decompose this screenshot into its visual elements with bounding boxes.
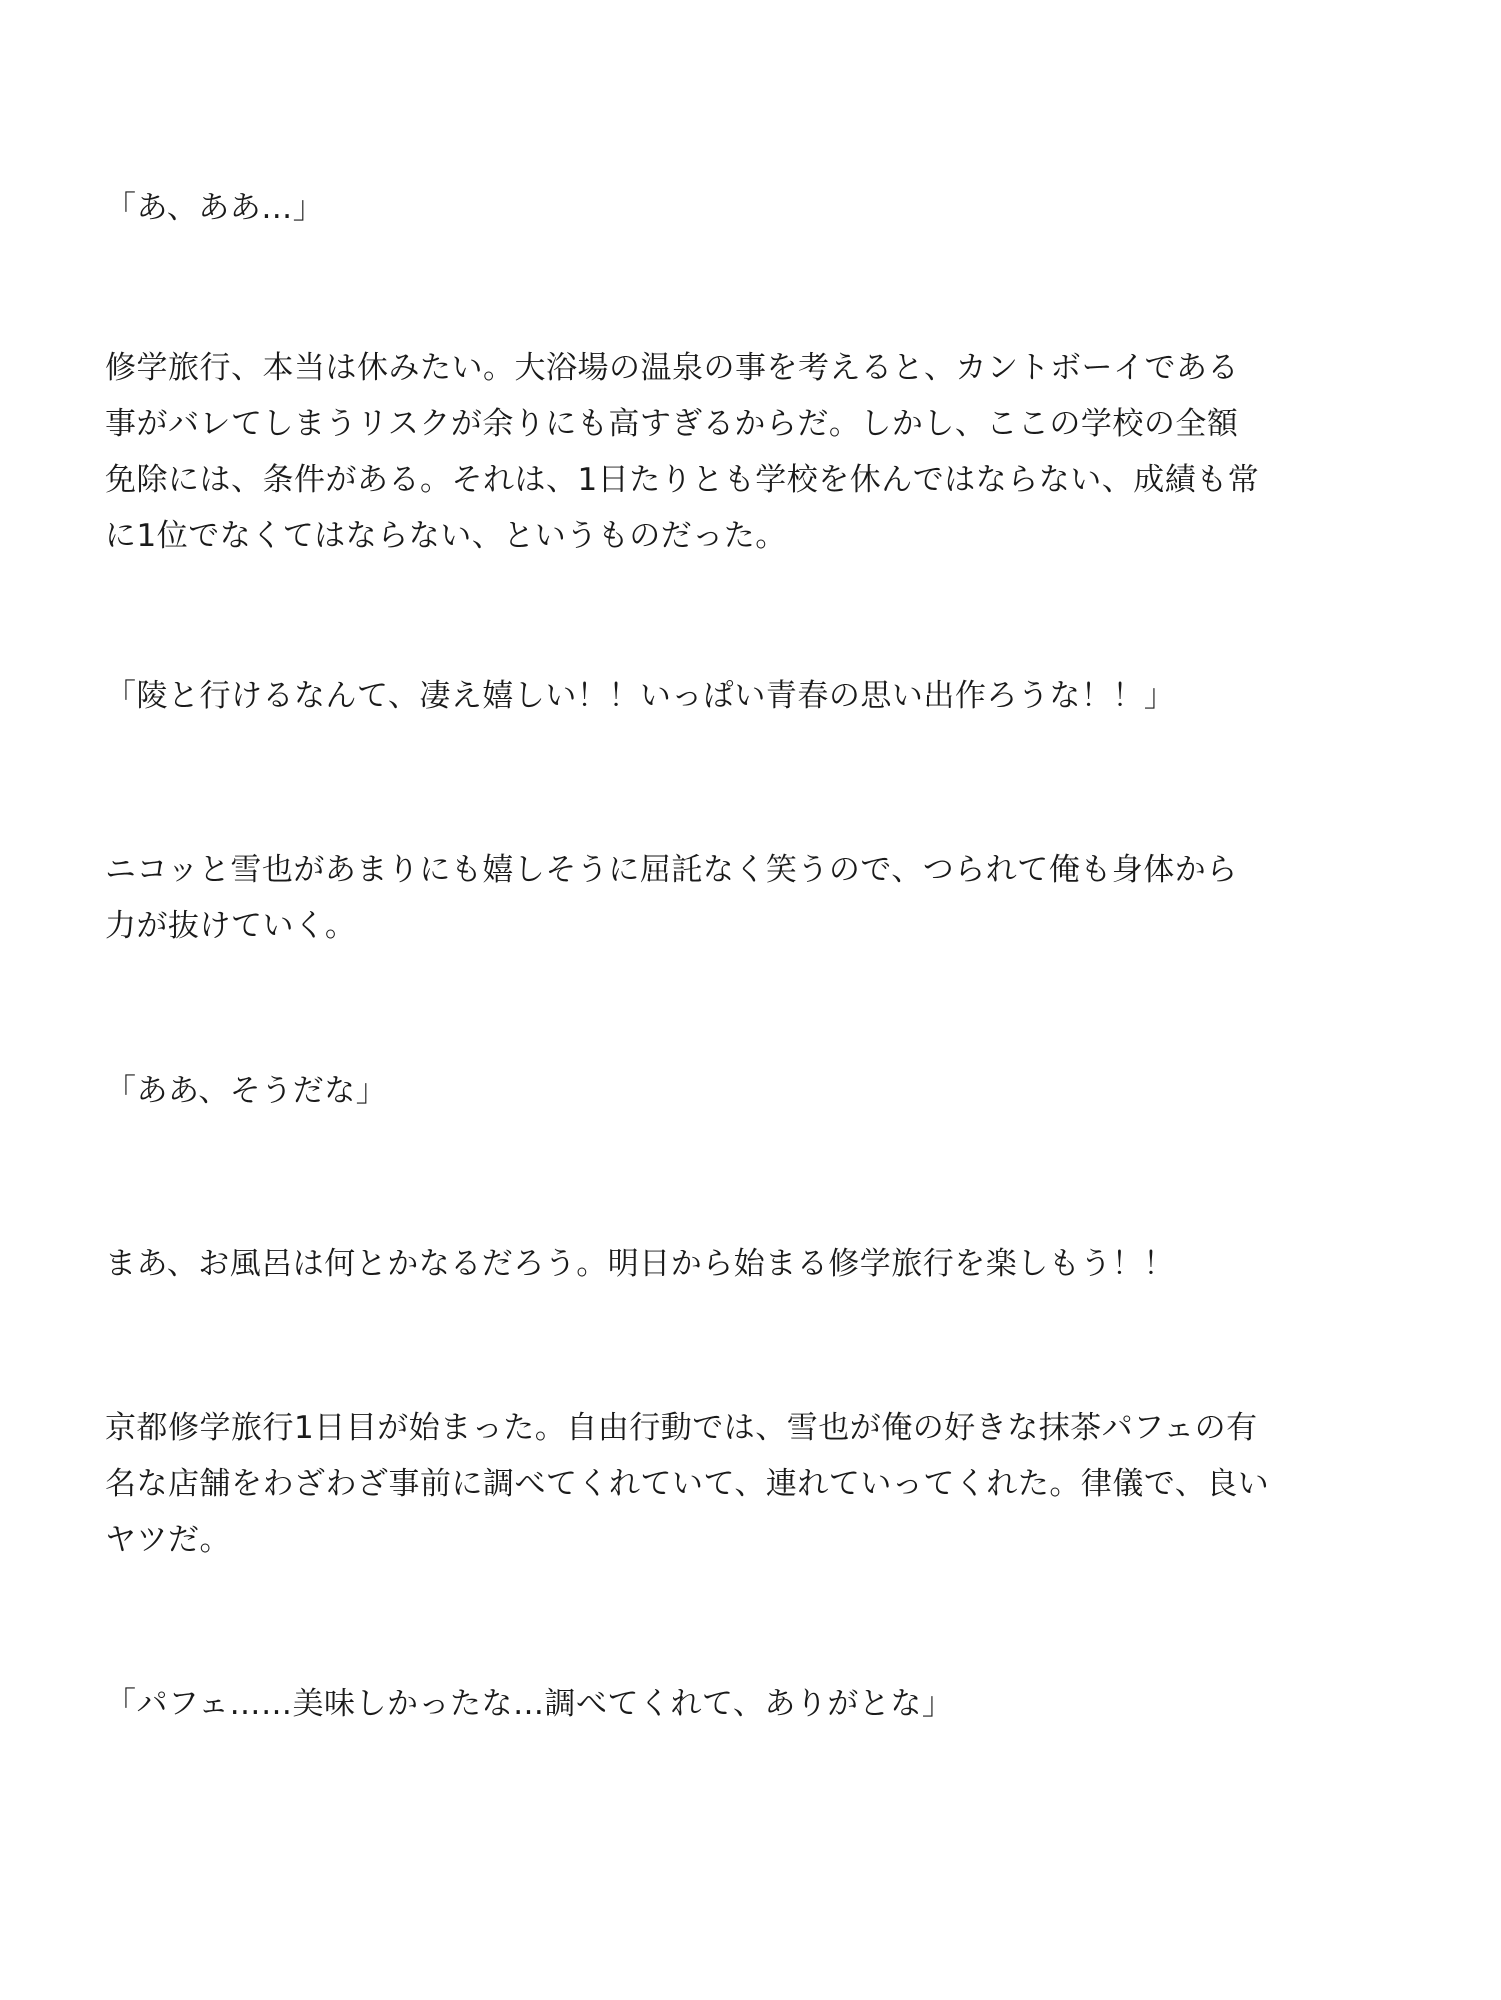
paragraph-7 [105, 1400, 1405, 1568]
paragraph-6 [105, 1236, 1405, 1292]
text-line: に1位でなくてはならない、というものだった。 [105, 518, 787, 554]
text-line: ヤツだ。 [105, 1522, 231, 1558]
text-line: 「あ、ああ…」 [105, 190, 325, 226]
paragraph-3 [105, 668, 1405, 724]
text-line: 事がバレてしまうリスクが余りにも高すぎるからだ。しかし、ここの学校の全額 [105, 406, 1239, 442]
text-line: 名な店舗をわざわざ事前に調べてくれていて、連れていってくれた。律儀で、良い [105, 1466, 1270, 1502]
paragraph-5 [105, 1063, 1405, 1119]
text-line: 修学旅行、本当は休みたい。大浴場の温泉の事を考えると、カントボーイである [105, 350, 1239, 386]
text-line: まあ、お風呂は何とかなるだろう。明日から始まる修学旅行を楽しもう！！ [105, 1246, 1175, 1282]
paragraph-2 [105, 340, 1405, 564]
paragraph-4 [105, 842, 1405, 954]
text-line: 免除には、条件がある。それは、1日たりとも学校を休んではならない、成績も常 [105, 462, 1260, 498]
text-line: ニコッと雪也があまりにも嬉しそうに屈託なく笑うので、つられて俺も身体から [105, 852, 1238, 888]
text-line: 力が抜けていく。 [105, 908, 357, 944]
text-line: 京都修学旅行1日目が始まった。自由行動では、雪也が俺の好きな抹茶パフェの有 [105, 1410, 1258, 1446]
text-line: 「ああ、そうだな」 [105, 1073, 388, 1109]
paragraph-1 [105, 180, 1405, 236]
text-line: 「陵と行けるなんて、凄え嬉しい！！いっぱい青春の思い出作ろうな！！」 [105, 678, 1176, 714]
paragraph-8 [105, 1676, 1405, 1732]
text-line: 「パフェ……美味しかったな…調べてくれて、ありがとな」 [105, 1686, 954, 1722]
